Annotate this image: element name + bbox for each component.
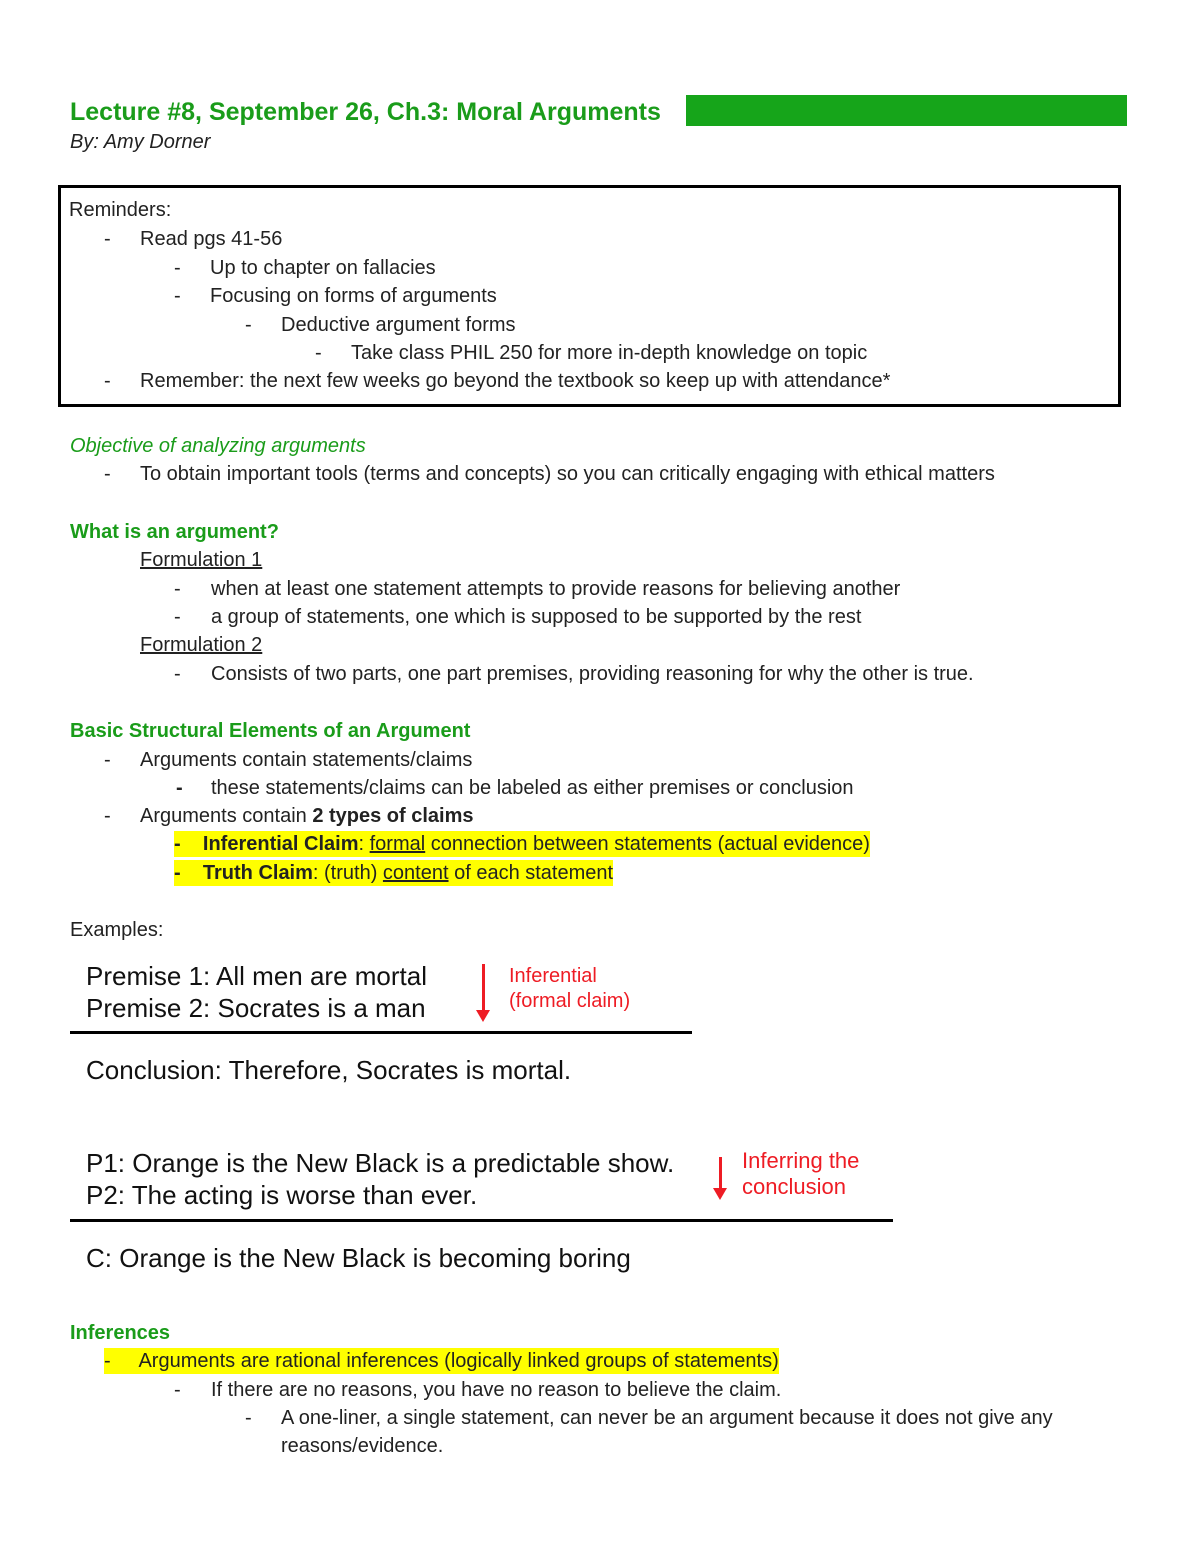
example2-note-line2: conclusion bbox=[742, 1174, 846, 1199]
truth-claim-rest: of each statement bbox=[448, 862, 614, 884]
page-title: Lecture #8, September 26, Ch.3: Moral Arguments bbox=[70, 98, 661, 126]
inferences-subsubitem-cont: reasons/evidence. bbox=[281, 1435, 444, 1457]
example2-note-line1: Inferring the bbox=[742, 1148, 860, 1173]
truth-claim-underlined: content bbox=[382, 862, 449, 884]
bullet-dash: - bbox=[245, 314, 252, 336]
example1-divider bbox=[70, 1031, 692, 1034]
bullet-dash: - bbox=[174, 606, 181, 628]
structural-item-prefix: Arguments contain bbox=[140, 805, 313, 827]
example1-conclusion: Conclusion: Therefore, Socrates is mortal. bbox=[86, 1055, 572, 1085]
inferences-subsubitem: A one-liner, a single statement, can never be an argument because it does not give any bbox=[281, 1407, 1053, 1429]
example2-premise1: P1: Orange is the New Black is a predictable show. bbox=[86, 1148, 675, 1178]
example2-divider bbox=[70, 1219, 893, 1222]
bullet-dash: - bbox=[174, 663, 181, 685]
inferences-item: Arguments are rational inferences (logically linked groups of statements) bbox=[138, 1350, 779, 1372]
reminder-item: Deductive argument forms bbox=[281, 314, 516, 336]
bullet-dash: - bbox=[174, 862, 203, 884]
bullet-dash: - bbox=[245, 1407, 252, 1429]
bullet-dash: - bbox=[174, 285, 181, 307]
reminder-item: Take class PHIL 250 for more in-depth knowledge on topic bbox=[351, 342, 868, 364]
example2-premise2: P2: The acting is worse than ever. bbox=[86, 1180, 478, 1210]
section-heading-what-is: What is an argument? bbox=[70, 521, 279, 543]
formulation-1-label: Formulation 1 bbox=[140, 549, 263, 571]
section-heading-inferences: Inferences bbox=[70, 1322, 171, 1344]
bullet-dash: - bbox=[104, 805, 111, 827]
bullet-dash: - bbox=[315, 342, 322, 364]
reminder-item: Remember: the next few weeks go beyond the textbook so keep up with attendance* bbox=[140, 370, 891, 392]
highlight-truth-claim bbox=[174, 860, 613, 886]
truth-claim-term: Truth Claim bbox=[202, 862, 313, 884]
arrow-down-icon bbox=[482, 964, 485, 1010]
inferences-subitem: If there are no reasons, you have no reason to believe the claim. bbox=[211, 1379, 782, 1401]
highlight-inferences-item bbox=[104, 1348, 779, 1374]
inferential-claim-underlined: formal bbox=[369, 833, 426, 855]
structural-item bbox=[140, 803, 474, 829]
example1-note-line1: Inferential bbox=[509, 965, 597, 987]
arrow-head-icon bbox=[476, 1010, 490, 1022]
example1-premise1: Premise 1: All men are mortal bbox=[86, 961, 428, 991]
bullet-dash: - bbox=[104, 1350, 139, 1372]
inferential-claim-rest: connection between statements (actual evidence) bbox=[425, 833, 870, 855]
example1-note-line2: (formal claim) bbox=[509, 990, 631, 1012]
objective-heading: Objective of analyzing arguments bbox=[70, 435, 366, 457]
inferential-claim-term: Inferential Claim bbox=[202, 833, 359, 855]
formulation-item: when at least one statement attempts to provide reasons for believing another bbox=[211, 578, 901, 600]
bullet-dash: - bbox=[104, 228, 111, 250]
bullet-dash: - bbox=[104, 463, 111, 485]
inferential-claim-colon: : bbox=[358, 833, 370, 855]
reminder-item: Read pgs 41-56 bbox=[140, 228, 283, 250]
structural-item-bold: 2 types of claims bbox=[312, 805, 474, 827]
reminder-item: Focusing on forms of arguments bbox=[210, 285, 497, 307]
highlight-inferential-claim bbox=[174, 831, 870, 857]
arrow-down-icon bbox=[719, 1157, 722, 1189]
bullet-dash: - bbox=[176, 777, 183, 799]
truth-claim-colon: : (truth) bbox=[312, 862, 383, 884]
objective-item: To obtain important tools (terms and concepts) so you can critically engaging with ethical matters bbox=[140, 463, 995, 485]
formulation-2-label: Formulation 2 bbox=[140, 634, 263, 656]
bullet-dash: - bbox=[174, 257, 181, 279]
section-heading-structural: Basic Structural Elements of an Argument bbox=[70, 720, 471, 742]
arrow-head-icon bbox=[713, 1188, 727, 1200]
author-line: By: Amy Dorner bbox=[70, 131, 211, 153]
reminders-heading: Reminders: bbox=[69, 199, 172, 221]
examples-heading: Examples: bbox=[70, 919, 164, 941]
formulation-item: Consists of two parts, one part premises, providing reasoning for why the other is true. bbox=[211, 663, 974, 685]
bullet-dash: - bbox=[174, 833, 203, 855]
formulation-item: a group of statements, one which is supposed to be supported by the rest bbox=[211, 606, 862, 628]
bullet-dash: - bbox=[104, 370, 111, 392]
bullet-dash: - bbox=[174, 578, 181, 600]
structural-subitem: these statements/claims can be labeled as either premises or conclusion bbox=[211, 777, 854, 799]
bullet-dash: - bbox=[174, 1379, 181, 1401]
example1-premise2: Premise 2: Socrates is a man bbox=[86, 993, 426, 1023]
title-accent-bar bbox=[686, 95, 1127, 126]
example2-conclusion: C: Orange is the New Black is becoming boring bbox=[86, 1243, 631, 1273]
bullet-dash: - bbox=[104, 749, 111, 771]
structural-item: Arguments contain statements/claims bbox=[140, 749, 473, 771]
reminder-item: Up to chapter on fallacies bbox=[210, 257, 436, 279]
